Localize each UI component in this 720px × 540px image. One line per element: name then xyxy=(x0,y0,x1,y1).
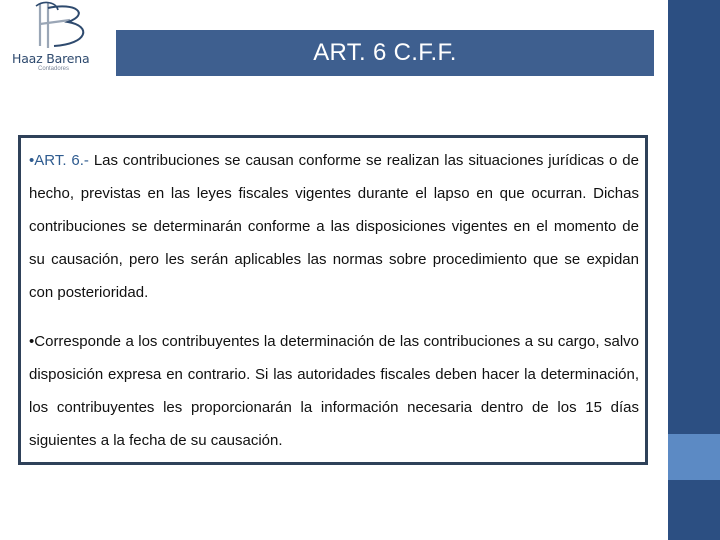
logo-name: Haaz Barena xyxy=(12,51,90,66)
company-logo xyxy=(4,0,108,76)
decorative-strip-accent xyxy=(668,434,720,480)
paragraph-article xyxy=(29,144,639,309)
logo-monogram-icon xyxy=(18,0,98,56)
decorative-strip-top xyxy=(668,0,720,434)
logo-subtitle: Contadores xyxy=(38,66,70,72)
content-box xyxy=(18,135,648,465)
page-title: ART. 6 C.F.F. xyxy=(313,39,457,66)
bullet: • xyxy=(29,152,35,169)
paragraph-obligation xyxy=(29,325,639,457)
title-bar xyxy=(116,30,654,76)
bullet: • xyxy=(29,333,35,350)
decorative-strip-bottom xyxy=(668,480,720,540)
article-text: Las contribuciones se causan conforme se realizan las situaciones jurídicas o de hecho, previstas en las leyes fiscales vigentes durante el lapso en que ocurran. Dichas contribuciones se determinarán conforme a las disposiciones vigentes en el momento de su causación, pero les serán aplicables las normas sobre procedimiento que se expidan con posterioridad. xyxy=(29,152,639,301)
obligation-text: Corresponde a los contribuyentes la determinación de las contribuciones a su cargo, salvo disposición expresa en contrario. Si las autoridades fiscales deben hacer la determinación, los contribuyentes les proporcionarán la información necesaria dentro de los 15 días siguientes a la fecha de su causación. xyxy=(29,333,639,449)
article-lead: ART. 6.- xyxy=(34,152,89,169)
